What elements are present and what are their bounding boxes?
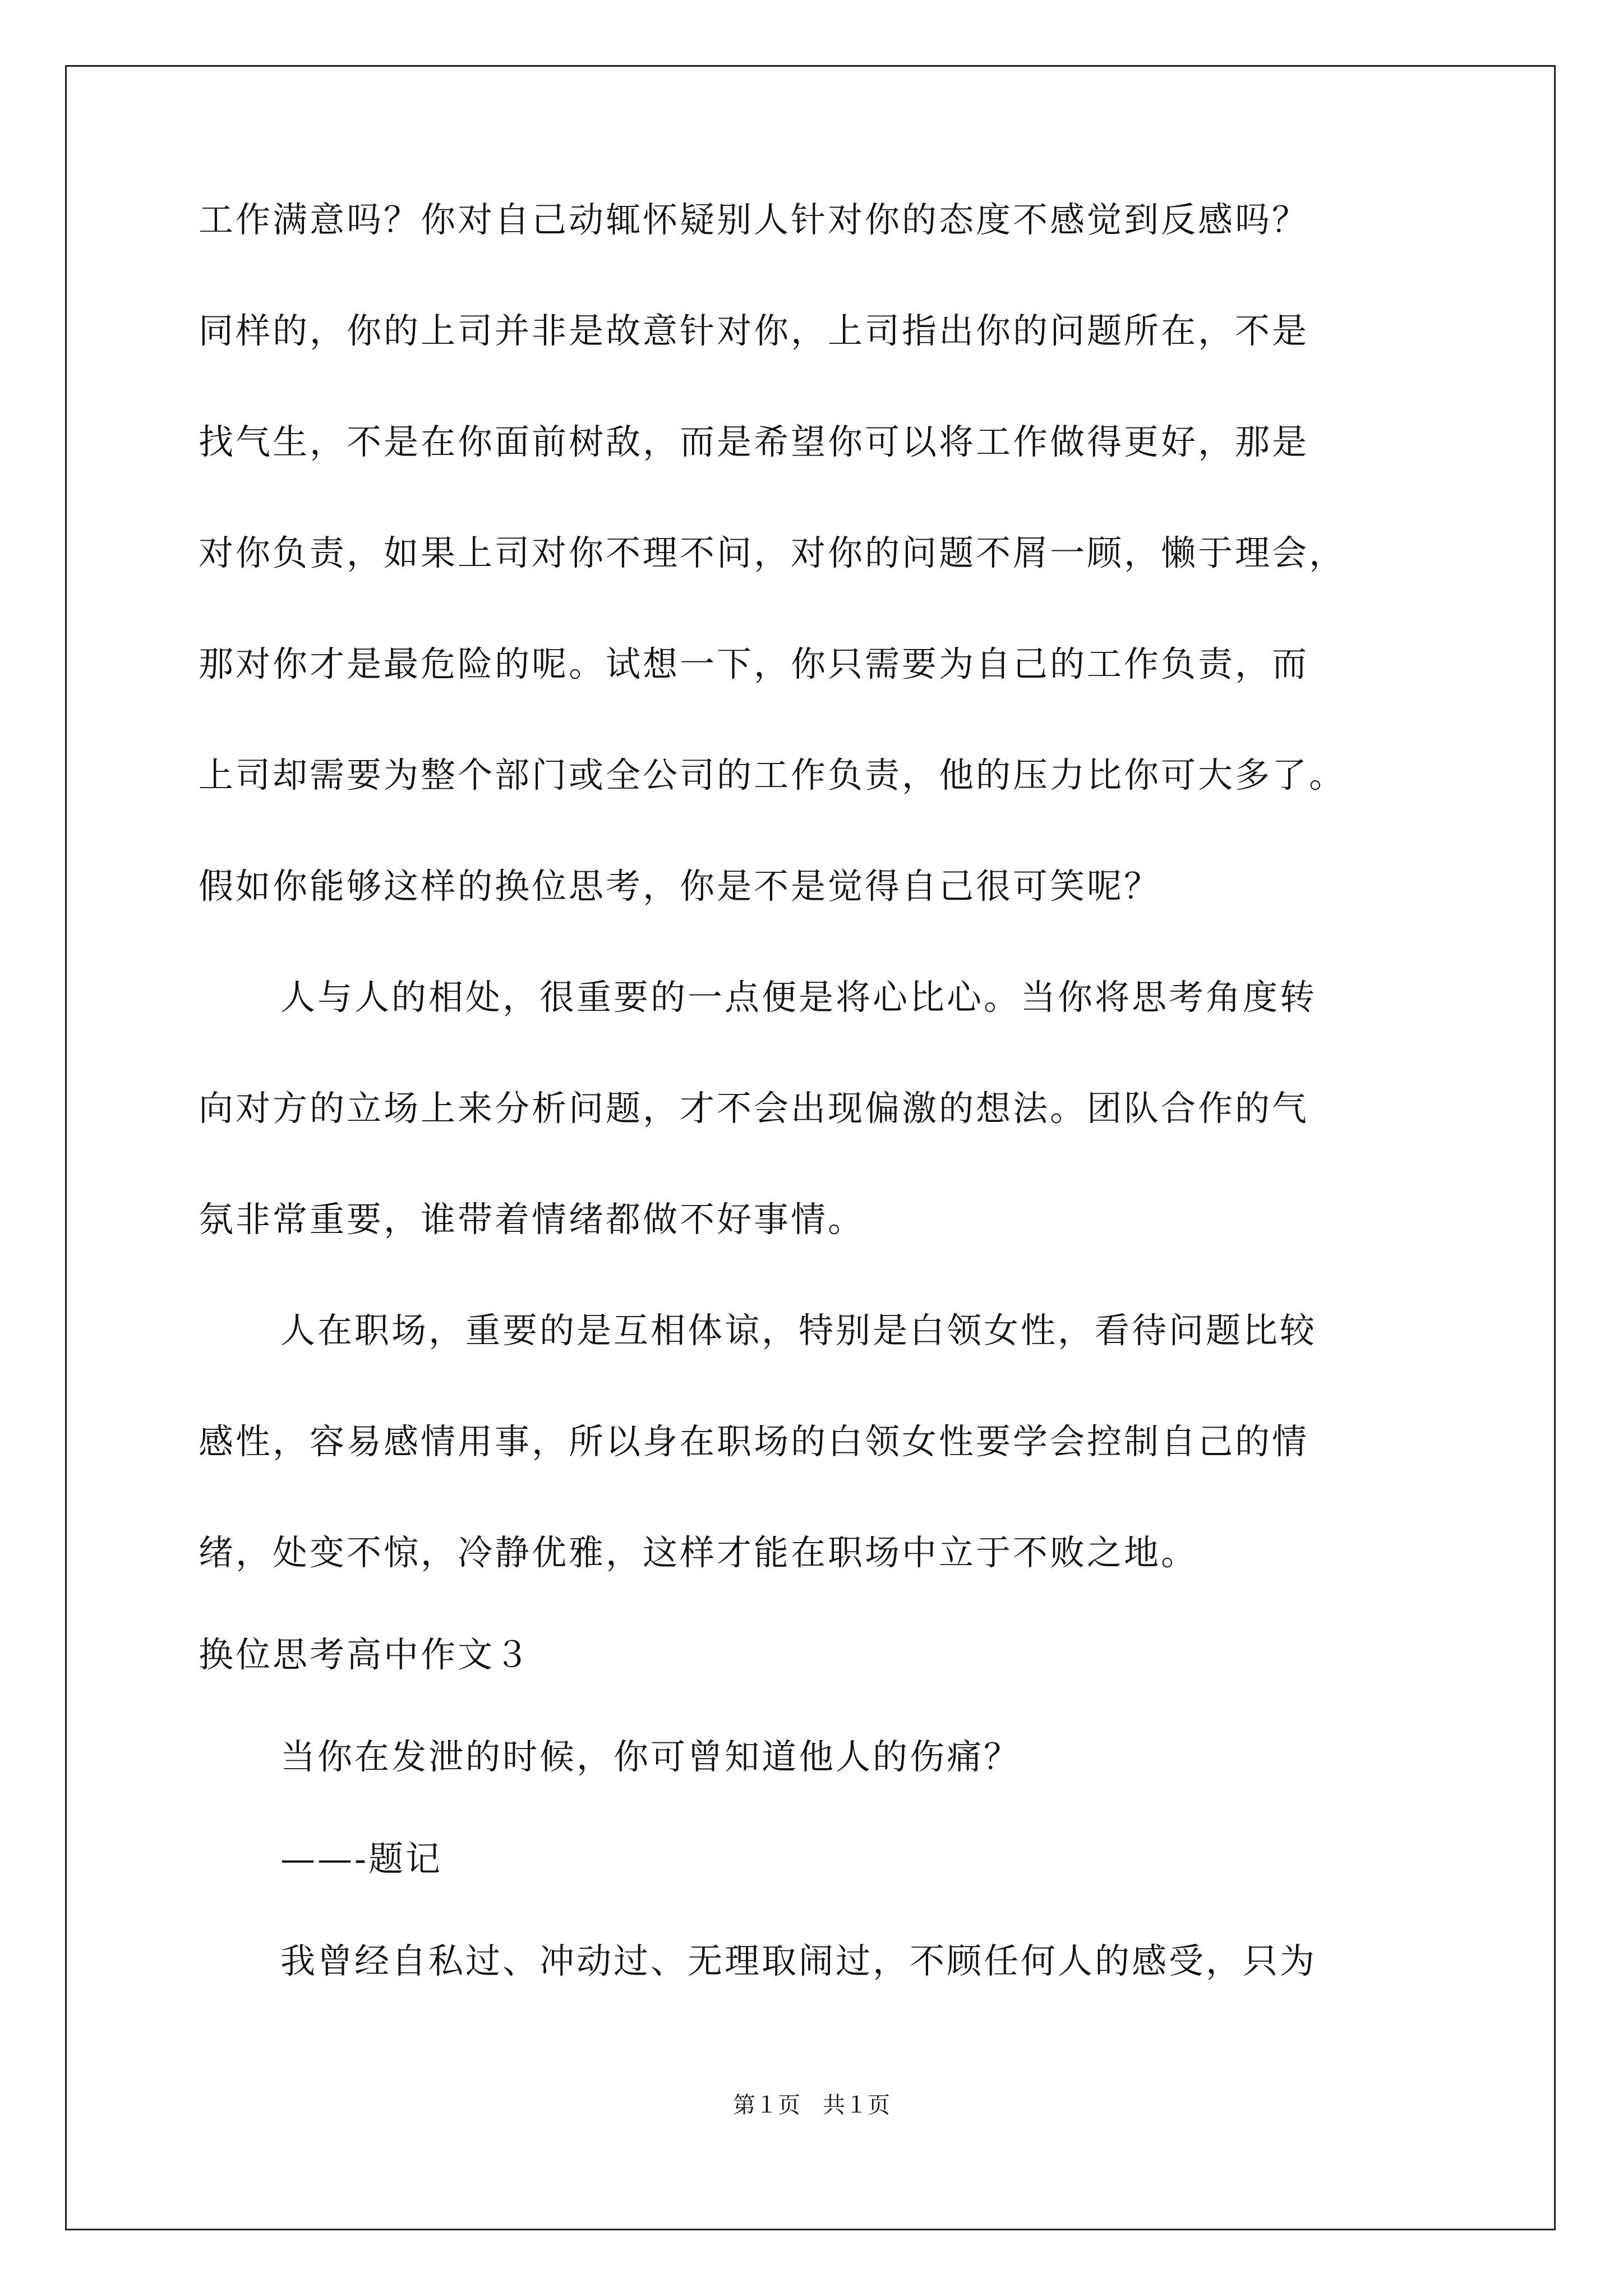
text-line: 对你负责，如果上司对你不理不问，对你的问题不屑一顾，懒于理会，: [199, 532, 1347, 573]
text-line: 同样的，你的上司并非是故意针对你，上司指出你的问题所在，不是: [199, 310, 1310, 351]
text-line: 向对方的立场上来分析问题，才不会出现偏激的想法。团队合作的气: [199, 1088, 1310, 1129]
text-line: 上司却需要为整个部门或全公司的工作负责，他的压力比你可大多了。: [199, 754, 1347, 795]
text-line: 找气生，不是在你面前树敌，而是希望你可以将工作做得更好，那是: [199, 421, 1310, 462]
paragraph-first-line: 人与人的相处，很重要的一点便是将心比心。当你将思考角度转: [280, 977, 1317, 1018]
text-line: 感性，容易感情用事，所以身在职场的白领女性要学会控制自己的情: [199, 1421, 1310, 1462]
paragraph-first-line: 我曾经自私过、冲动过、无理取闹过，不顾任何人的感受，只为: [280, 1940, 1317, 1981]
paragraph-first-line: 人在职场，重要的是互相体谅，特别是白领女性，看待问题比较: [280, 1310, 1317, 1351]
page-border: [65, 65, 1556, 2230]
paragraph-first-line: 当你在发泄的时候，你可曾知道他人的伤痛？: [280, 1736, 1021, 1777]
section-heading: 换位思考高中作文３: [199, 1634, 532, 1675]
text-line: 绪，处变不惊，冷静优雅，这样才能在职场中立于不败之地。: [199, 1532, 1198, 1573]
page-footer: 第１页 共１页: [733, 2092, 890, 2118]
epigraph-attribution: ——-题记: [280, 1838, 442, 1879]
text-line: 假如你能够这样的换位思考，你是不是觉得自己很可笑呢？: [199, 866, 1161, 907]
text-line: 氛非常重要，谁带着情绪都做不好事情。: [199, 1199, 865, 1240]
text-line: 那对你才是最危险的呢。试想一下，你只需要为自己的工作负责，而: [199, 643, 1310, 684]
text-line: 工作满意吗？你对自己动辄怀疑别人针对你的态度不感觉到反感吗？: [199, 199, 1310, 240]
